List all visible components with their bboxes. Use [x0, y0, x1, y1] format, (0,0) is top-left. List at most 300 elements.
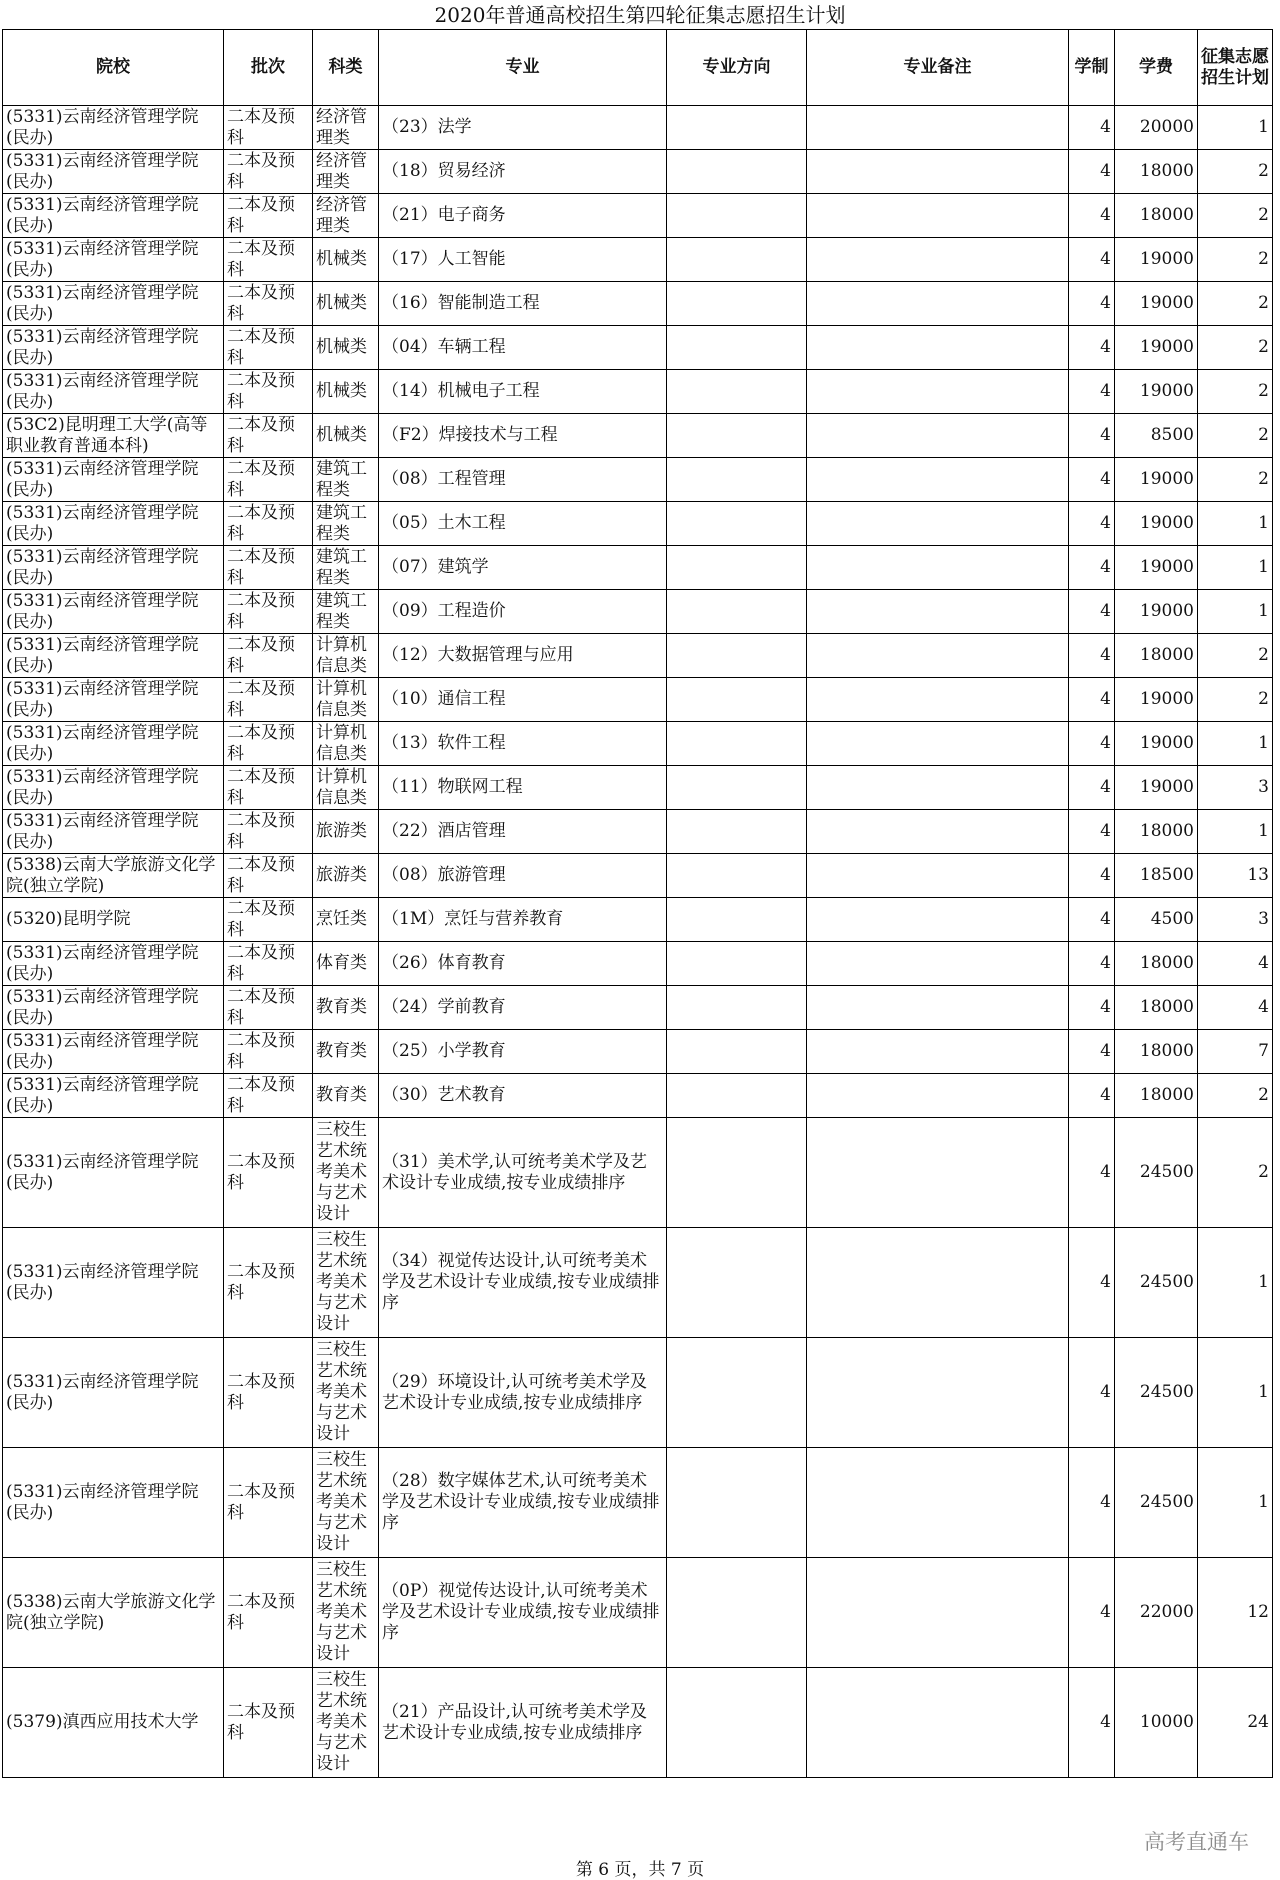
cell-major: （0P）视觉传达设计,认可统考美术学及艺术设计专业成绩,按专业成绩排序	[379, 1558, 667, 1668]
cell-years: 4	[1069, 414, 1115, 458]
cell-school: (5320)昆明学院	[3, 898, 224, 942]
cell-plan: 1	[1198, 590, 1273, 634]
cell-plan: 2	[1198, 238, 1273, 282]
cell-plan: 2	[1198, 194, 1273, 238]
table-row	[3, 150, 1273, 194]
cell-school: (5379)滇西应用技术大学	[3, 1668, 224, 1778]
cell-direction	[667, 1074, 807, 1118]
table-row	[3, 458, 1273, 502]
cell-years: 4	[1069, 502, 1115, 546]
cell-major: （F2）焊接技术与工程	[379, 414, 667, 458]
cell-category: 烹饪类	[313, 898, 379, 942]
cell-direction	[667, 414, 807, 458]
cell-years: 4	[1069, 1118, 1115, 1228]
cell-major: （28）数字媒体艺术,认可统考美术学及艺术设计专业成绩,按专业成绩排序	[379, 1448, 667, 1558]
header-batch: 批次	[224, 30, 313, 106]
cell-category: 计算机信息类	[313, 678, 379, 722]
cell-major: （34）视觉传达设计,认可统考美术学及艺术设计专业成绩,按专业成绩排序	[379, 1228, 667, 1338]
cell-batch: 二本及预科	[224, 854, 313, 898]
cell-direction	[667, 1118, 807, 1228]
cell-batch: 二本及预科	[224, 1118, 313, 1228]
cell-school: (5331)云南经济管理学院(民办)	[3, 810, 224, 854]
cell-fee: 19000	[1115, 766, 1198, 810]
cell-plan: 3	[1198, 898, 1273, 942]
cell-school: (5331)云南经济管理学院(民办)	[3, 326, 224, 370]
cell-years: 4	[1069, 1338, 1115, 1448]
table-row	[3, 1558, 1273, 1668]
cell-major: （26）体育教育	[379, 942, 667, 986]
cell-batch: 二本及预科	[224, 1228, 313, 1338]
cell-category: 机械类	[313, 414, 379, 458]
cell-direction	[667, 1558, 807, 1668]
cell-plan: 1	[1198, 810, 1273, 854]
cell-school: (5331)云南经济管理学院(民办)	[3, 942, 224, 986]
cell-category: 机械类	[313, 282, 379, 326]
cell-category: 建筑工程类	[313, 590, 379, 634]
cell-fee: 18500	[1115, 854, 1198, 898]
cell-category: 体育类	[313, 942, 379, 986]
table-row	[3, 1448, 1273, 1558]
cell-plan: 1	[1198, 1338, 1273, 1448]
cell-fee: 18000	[1115, 942, 1198, 986]
cell-years: 4	[1069, 986, 1115, 1030]
cell-category: 三校生艺术统考美术与艺术设计	[313, 1118, 379, 1228]
cell-plan: 1	[1198, 722, 1273, 766]
cell-major: （14）机械电子工程	[379, 370, 667, 414]
cell-batch: 二本及预科	[224, 150, 313, 194]
cell-fee: 19000	[1115, 590, 1198, 634]
cell-fee: 19000	[1115, 502, 1198, 546]
cell-years: 4	[1069, 238, 1115, 282]
cell-direction	[667, 238, 807, 282]
cell-major: （04）车辆工程	[379, 326, 667, 370]
cell-remark	[807, 1668, 1069, 1778]
cell-category: 建筑工程类	[313, 502, 379, 546]
cell-fee: 19000	[1115, 282, 1198, 326]
cell-direction	[667, 854, 807, 898]
page-title: 2020年普通高校招生第四轮征集志愿招生计划	[434, 3, 846, 27]
cell-direction	[667, 766, 807, 810]
cell-fee: 18000	[1115, 986, 1198, 1030]
cell-category: 教育类	[313, 1074, 379, 1118]
cell-school: (5331)云南经济管理学院(民办)	[3, 722, 224, 766]
cell-batch: 二本及预科	[224, 1074, 313, 1118]
cell-plan: 2	[1198, 414, 1273, 458]
cell-major: （12）大数据管理与应用	[379, 634, 667, 678]
cell-remark	[807, 1118, 1069, 1228]
cell-years: 4	[1069, 458, 1115, 502]
cell-fee: 19000	[1115, 370, 1198, 414]
cell-batch: 二本及预科	[224, 986, 313, 1030]
table-row	[3, 942, 1273, 986]
cell-major: （17）人工智能	[379, 238, 667, 282]
cell-direction	[667, 898, 807, 942]
cell-fee: 18000	[1115, 150, 1198, 194]
cell-remark	[807, 898, 1069, 942]
cell-remark	[807, 942, 1069, 986]
cell-years: 4	[1069, 326, 1115, 370]
table-row	[3, 722, 1273, 766]
cell-major: （08）工程管理	[379, 458, 667, 502]
table-row	[3, 414, 1273, 458]
cell-school: (5331)云南经济管理学院(民办)	[3, 1030, 224, 1074]
cell-plan: 3	[1198, 766, 1273, 810]
cell-remark	[807, 590, 1069, 634]
header-years: 学制	[1069, 30, 1115, 106]
cell-batch: 二本及预科	[224, 1448, 313, 1558]
cell-batch: 二本及预科	[224, 370, 313, 414]
cell-category: 旅游类	[313, 854, 379, 898]
cell-category: 三校生艺术统考美术与艺术设计	[313, 1228, 379, 1338]
cell-plan: 1	[1198, 502, 1273, 546]
table-row	[3, 986, 1273, 1030]
table-row	[3, 194, 1273, 238]
cell-years: 4	[1069, 1030, 1115, 1074]
cell-plan: 2	[1198, 1118, 1273, 1228]
cell-direction	[667, 1338, 807, 1448]
cell-major: （13）软件工程	[379, 722, 667, 766]
cell-category: 教育类	[313, 1030, 379, 1074]
cell-batch: 二本及预科	[224, 634, 313, 678]
cell-remark	[807, 678, 1069, 722]
cell-batch: 二本及预科	[224, 678, 313, 722]
cell-plan: 2	[1198, 678, 1273, 722]
cell-direction	[667, 194, 807, 238]
cell-years: 4	[1069, 1558, 1115, 1668]
table-row	[3, 370, 1273, 414]
cell-fee: 19000	[1115, 238, 1198, 282]
cell-batch: 二本及预科	[224, 766, 313, 810]
cell-category: 三校生艺术统考美术与艺术设计	[313, 1448, 379, 1558]
cell-major: （09）工程造价	[379, 590, 667, 634]
cell-school: (5338)云南大学旅游文化学院(独立学院)	[3, 1558, 224, 1668]
cell-plan: 4	[1198, 942, 1273, 986]
cell-category: 建筑工程类	[313, 458, 379, 502]
table-row	[3, 1338, 1273, 1448]
table-row	[3, 282, 1273, 326]
cell-major: （10）通信工程	[379, 678, 667, 722]
cell-years: 4	[1069, 1448, 1115, 1558]
cell-batch: 二本及预科	[224, 414, 313, 458]
cell-fee: 19000	[1115, 458, 1198, 502]
cell-direction	[667, 1228, 807, 1338]
cell-fee: 18000	[1115, 634, 1198, 678]
cell-category: 机械类	[313, 370, 379, 414]
cell-remark	[807, 370, 1069, 414]
cell-years: 4	[1069, 1074, 1115, 1118]
cell-remark	[807, 1074, 1069, 1118]
cell-years: 4	[1069, 546, 1115, 590]
cell-years: 4	[1069, 898, 1115, 942]
cell-remark	[807, 722, 1069, 766]
cell-major: （24）学前教育	[379, 986, 667, 1030]
cell-direction	[667, 326, 807, 370]
table-row	[3, 106, 1273, 150]
table-body	[3, 106, 1273, 1778]
cell-school: (5331)云南经济管理学院(民办)	[3, 678, 224, 722]
cell-batch: 二本及预科	[224, 546, 313, 590]
cell-remark	[807, 1338, 1069, 1448]
cell-remark	[807, 1558, 1069, 1668]
table-row	[3, 766, 1273, 810]
cell-school: (5331)云南经济管理学院(民办)	[3, 370, 224, 414]
cell-category: 经济管理类	[313, 106, 379, 150]
cell-fee: 18000	[1115, 194, 1198, 238]
cell-remark	[807, 766, 1069, 810]
table-row	[3, 1118, 1273, 1228]
cell-years: 4	[1069, 766, 1115, 810]
cell-direction	[667, 370, 807, 414]
cell-years: 4	[1069, 810, 1115, 854]
cell-direction	[667, 546, 807, 590]
cell-school: (5331)云南经济管理学院(民办)	[3, 634, 224, 678]
enrollment-plan-table	[2, 29, 1273, 1778]
cell-school: (5331)云南经济管理学院(民办)	[3, 282, 224, 326]
cell-school: (5331)云南经济管理学院(民办)	[3, 194, 224, 238]
cell-batch: 二本及预科	[224, 106, 313, 150]
cell-major: （25）小学教育	[379, 1030, 667, 1074]
cell-direction	[667, 106, 807, 150]
cell-major: （1M）烹饪与营养教育	[379, 898, 667, 942]
table-row	[3, 502, 1273, 546]
cell-direction	[667, 502, 807, 546]
table-row	[3, 678, 1273, 722]
cell-years: 4	[1069, 1668, 1115, 1778]
cell-major: （18）贸易经济	[379, 150, 667, 194]
cell-major: （05）土木工程	[379, 502, 667, 546]
cell-direction	[667, 458, 807, 502]
table-header-row	[3, 30, 1273, 106]
table-row	[3, 238, 1273, 282]
cell-plan: 2	[1198, 370, 1273, 414]
cell-direction	[667, 150, 807, 194]
table-row	[3, 810, 1273, 854]
cell-plan: 1	[1198, 1228, 1273, 1338]
cell-direction	[667, 942, 807, 986]
cell-fee: 4500	[1115, 898, 1198, 942]
header-remark: 专业备注	[807, 30, 1069, 106]
cell-fee: 19000	[1115, 722, 1198, 766]
cell-remark	[807, 458, 1069, 502]
cell-school: (5331)云南经济管理学院(民办)	[3, 1118, 224, 1228]
cell-batch: 二本及预科	[224, 326, 313, 370]
cell-school: (5331)云南经济管理学院(民办)	[3, 1448, 224, 1558]
cell-school: (5331)云南经济管理学院(民办)	[3, 458, 224, 502]
cell-plan: 1	[1198, 1448, 1273, 1558]
cell-remark	[807, 414, 1069, 458]
cell-major: （21）电子商务	[379, 194, 667, 238]
cell-years: 4	[1069, 942, 1115, 986]
cell-category: 三校生艺术统考美术与艺术设计	[313, 1668, 379, 1778]
header-school: 院校	[3, 30, 224, 106]
table-row	[3, 634, 1273, 678]
cell-category: 计算机信息类	[313, 766, 379, 810]
cell-direction	[667, 590, 807, 634]
cell-direction	[667, 1668, 807, 1778]
cell-fee: 19000	[1115, 678, 1198, 722]
cell-category: 计算机信息类	[313, 722, 379, 766]
cell-school: (53C2)昆明理工大学(高等职业教育普通本科)	[3, 414, 224, 458]
cell-batch: 二本及预科	[224, 238, 313, 282]
cell-school: (5331)云南经济管理学院(民办)	[3, 766, 224, 810]
cell-plan: 2	[1198, 326, 1273, 370]
cell-major: （22）酒店管理	[379, 810, 667, 854]
cell-direction	[667, 282, 807, 326]
cell-major: （21）产品设计,认可统考美术学及艺术设计专业成绩,按专业成绩排序	[379, 1668, 667, 1778]
table-row	[3, 1668, 1273, 1778]
cell-years: 4	[1069, 194, 1115, 238]
cell-school: (5331)云南经济管理学院(民办)	[3, 1074, 224, 1118]
cell-years: 4	[1069, 854, 1115, 898]
cell-remark	[807, 810, 1069, 854]
cell-school: (5331)云南经济管理学院(民办)	[3, 590, 224, 634]
cell-school: (5331)云南经济管理学院(民办)	[3, 106, 224, 150]
cell-fee: 24500	[1115, 1338, 1198, 1448]
cell-plan: 1	[1198, 106, 1273, 150]
cell-fee: 19000	[1115, 326, 1198, 370]
cell-plan: 13	[1198, 854, 1273, 898]
cell-major: （23）法学	[379, 106, 667, 150]
cell-fee: 22000	[1115, 1558, 1198, 1668]
cell-school: (5331)云南经济管理学院(民办)	[3, 986, 224, 1030]
cell-major: （31）美术学,认可统考美术学及艺术设计专业成绩,按专业成绩排序	[379, 1118, 667, 1228]
cell-remark	[807, 986, 1069, 1030]
cell-plan: 2	[1198, 634, 1273, 678]
cell-school: (5331)云南经济管理学院(民办)	[3, 238, 224, 282]
cell-batch: 二本及预科	[224, 898, 313, 942]
header-major: 专业	[379, 30, 667, 106]
cell-category: 经济管理类	[313, 194, 379, 238]
cell-years: 4	[1069, 722, 1115, 766]
cell-direction	[667, 634, 807, 678]
cell-category: 教育类	[313, 986, 379, 1030]
cell-batch: 二本及预科	[224, 722, 313, 766]
cell-plan: 2	[1198, 150, 1273, 194]
cell-years: 4	[1069, 282, 1115, 326]
cell-years: 4	[1069, 590, 1115, 634]
cell-fee: 18000	[1115, 1074, 1198, 1118]
cell-years: 4	[1069, 106, 1115, 150]
cell-plan: 12	[1198, 1558, 1273, 1668]
table-row	[3, 898, 1273, 942]
cell-direction	[667, 810, 807, 854]
cell-direction	[667, 986, 807, 1030]
cell-fee: 18000	[1115, 1030, 1198, 1074]
cell-batch: 二本及预科	[224, 1558, 313, 1668]
cell-batch: 二本及预科	[224, 1030, 313, 1074]
cell-remark	[807, 326, 1069, 370]
cell-batch: 二本及预科	[224, 1338, 313, 1448]
cell-remark	[807, 1030, 1069, 1074]
cell-plan: 2	[1198, 458, 1273, 502]
cell-years: 4	[1069, 1228, 1115, 1338]
page-footer: 第 6 页，共 7 页	[575, 1860, 705, 1880]
cell-fee: 24500	[1115, 1228, 1198, 1338]
cell-remark	[807, 1228, 1069, 1338]
cell-remark	[807, 150, 1069, 194]
cell-major: （16）智能制造工程	[379, 282, 667, 326]
cell-fee: 10000	[1115, 1668, 1198, 1778]
table-row	[3, 546, 1273, 590]
cell-category: 旅游类	[313, 810, 379, 854]
cell-major: （29）环境设计,认可统考美术学及艺术设计专业成绩,按专业成绩排序	[379, 1338, 667, 1448]
cell-fee: 18000	[1115, 810, 1198, 854]
cell-major: （11）物联网工程	[379, 766, 667, 810]
cell-remark	[807, 238, 1069, 282]
cell-school: (5331)云南经济管理学院(民办)	[3, 1228, 224, 1338]
cell-remark	[807, 106, 1069, 150]
cell-remark	[807, 194, 1069, 238]
cell-plan: 2	[1198, 282, 1273, 326]
table-row	[3, 326, 1273, 370]
table-row	[3, 1030, 1273, 1074]
cell-major: （30）艺术教育	[379, 1074, 667, 1118]
cell-batch: 二本及预科	[224, 502, 313, 546]
header-plan: 征集志愿招生计划	[1198, 30, 1273, 106]
cell-direction	[667, 1030, 807, 1074]
cell-school: (5331)云南经济管理学院(民办)	[3, 502, 224, 546]
cell-school: (5338)云南大学旅游文化学院(独立学院)	[3, 854, 224, 898]
cell-batch: 二本及预科	[224, 194, 313, 238]
cell-fee: 24500	[1115, 1118, 1198, 1228]
cell-school: (5331)云南经济管理学院(民办)	[3, 546, 224, 590]
cell-batch: 二本及预科	[224, 942, 313, 986]
cell-category: 计算机信息类	[313, 634, 379, 678]
cell-years: 4	[1069, 150, 1115, 194]
cell-remark	[807, 502, 1069, 546]
cell-batch: 二本及预科	[224, 282, 313, 326]
table-row	[3, 854, 1273, 898]
cell-major: （07）建筑学	[379, 546, 667, 590]
cell-years: 4	[1069, 634, 1115, 678]
cell-batch: 二本及预科	[224, 1668, 313, 1778]
cell-category: 三校生艺术统考美术与艺术设计	[313, 1558, 379, 1668]
watermark: 高考直通车	[1144, 1830, 1249, 1854]
cell-category: 建筑工程类	[313, 546, 379, 590]
cell-remark	[807, 1448, 1069, 1558]
cell-category: 经济管理类	[313, 150, 379, 194]
cell-school: (5331)云南经济管理学院(民办)	[3, 1338, 224, 1448]
cell-remark	[807, 546, 1069, 590]
cell-major: （08）旅游管理	[379, 854, 667, 898]
cell-fee: 24500	[1115, 1448, 1198, 1558]
cell-batch: 二本及预科	[224, 590, 313, 634]
cell-direction	[667, 678, 807, 722]
header-category: 科类	[313, 30, 379, 106]
cell-fee: 19000	[1115, 546, 1198, 590]
cell-remark	[807, 282, 1069, 326]
cell-batch: 二本及预科	[224, 458, 313, 502]
cell-direction	[667, 722, 807, 766]
cell-category: 机械类	[313, 326, 379, 370]
cell-plan: 1	[1198, 546, 1273, 590]
table-row	[3, 590, 1273, 634]
cell-fee: 8500	[1115, 414, 1198, 458]
table-row	[3, 1074, 1273, 1118]
cell-category: 三校生艺术统考美术与艺术设计	[313, 1338, 379, 1448]
header-fee: 学费	[1115, 30, 1198, 106]
cell-remark	[807, 634, 1069, 678]
cell-batch: 二本及预科	[224, 810, 313, 854]
cell-school: (5331)云南经济管理学院(民办)	[3, 150, 224, 194]
cell-remark	[807, 854, 1069, 898]
cell-plan: 2	[1198, 1074, 1273, 1118]
cell-category: 机械类	[313, 238, 379, 282]
cell-plan: 4	[1198, 986, 1273, 1030]
cell-years: 4	[1069, 678, 1115, 722]
cell-years: 4	[1069, 370, 1115, 414]
table-row	[3, 1228, 1273, 1338]
